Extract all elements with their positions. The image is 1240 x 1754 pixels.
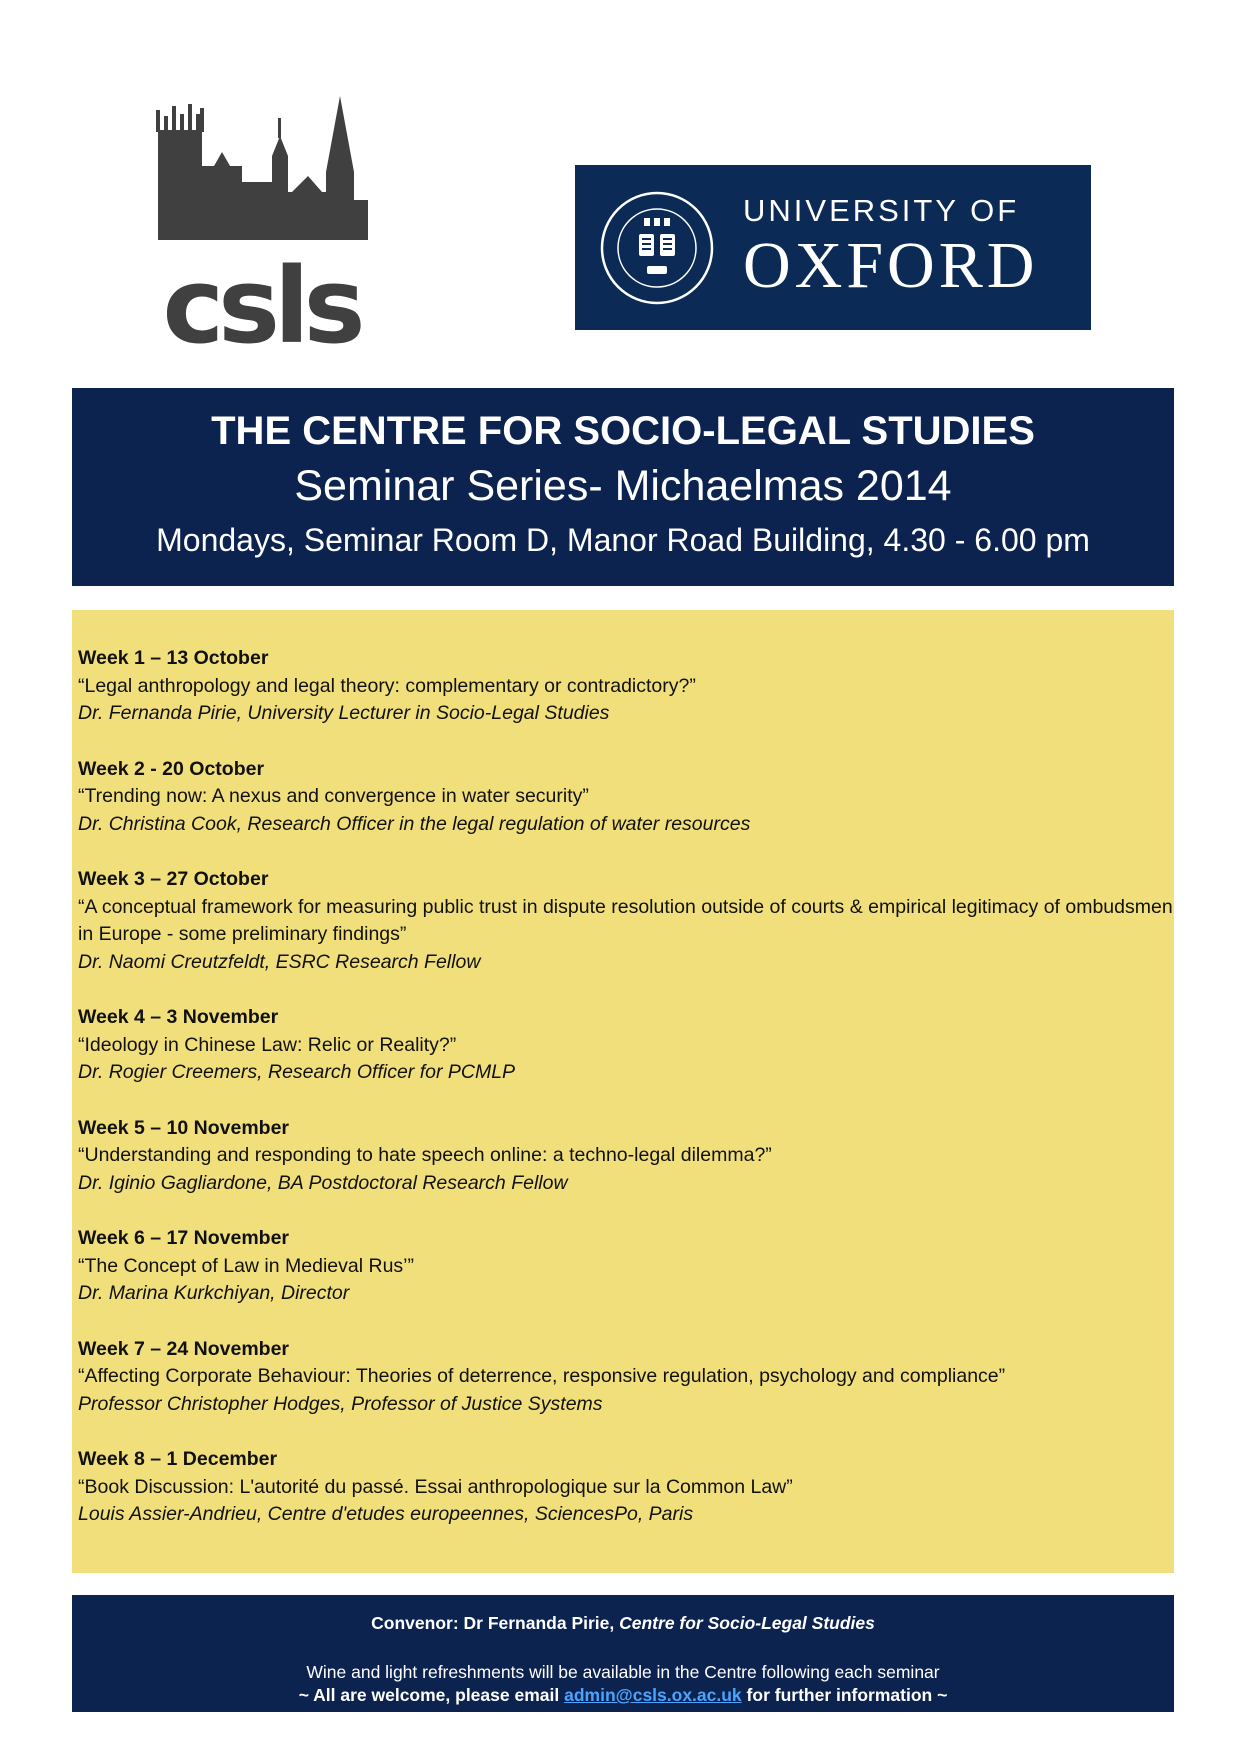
seminar-schedule — [72, 610, 1174, 1573]
title-band — [72, 388, 1174, 586]
page-title: THE CENTRE FOR SOCIO-LEGAL STUDIES — [211, 409, 1035, 453]
seminar-item — [78, 1115, 1174, 1198]
oxford-seal-icon — [597, 188, 717, 308]
seminar-week: Week 6 – 17 November — [78, 1227, 290, 1249]
seminar-week: Week 3 – 27 October — [78, 868, 269, 890]
email-link[interactable]: admin@csls.ox.ac.uk — [564, 1685, 742, 1705]
seminar-speaker: Dr. Christina Cook, Research Officer in the legal regulation of water resources — [78, 812, 751, 835]
oxford-name-text: OXFORD — [743, 228, 1039, 302]
seminar-speaker: Dr. Marina Kurkchiyan, Director — [78, 1282, 350, 1304]
seminar-title: “Trending now: A nexus and convergence in water security” — [78, 785, 589, 807]
csls-wordmark: csls — [162, 245, 360, 348]
refreshments-note: Wine and light refreshments will be available in the Centre following each seminar — [306, 1662, 940, 1682]
convenor-affiliation: Centre for Socio-Legal Studies — [619, 1613, 875, 1633]
footer-convenor — [72, 1611, 1174, 1635]
seminar-title: “Understanding and responding to hate speech online: a techno-legal dilemma?” — [78, 1144, 772, 1166]
seminar-title: “A conceptual framework for measuring public trust in dispute resolution outside of courts & empirical legitimacy of ombudsmen in Europe - some preliminary findings” — [78, 895, 1173, 945]
seminar-week: Week 4 – 3 November — [78, 1006, 279, 1028]
seminar-title: “The Concept of Law in Medieval Rus’” — [78, 1254, 414, 1277]
seminar-speaker: Dr. Fernanda Pirie, University Lecturer in Socio-Legal Studies — [78, 702, 610, 724]
seminar-week: Week 1 – 13 October — [78, 647, 269, 669]
seminar-item — [78, 1225, 1174, 1308]
seminar-item — [78, 645, 1174, 728]
seminar-item — [78, 1004, 1174, 1087]
schedule-location: Mondays, Seminar Room D, Manor Road Building, 4.30 - 6.00 pm — [156, 522, 1090, 558]
seminar-title: “Book Discussion: L'autorité du passé. Essai anthropologique sur la Common Law” — [78, 1475, 793, 1498]
csls-logo — [152, 96, 370, 348]
seminar-speaker: Louis Assier-Andrieu, Centre d'etudes europeennes, SciencesPo, Paris — [78, 1503, 694, 1525]
seminar-item — [78, 1336, 1174, 1419]
footer-band — [72, 1595, 1174, 1712]
convenor-label: Convenor: Dr Fernanda Pirie, — [371, 1613, 615, 1633]
seminar-week: Week 2 - 20 October — [78, 757, 265, 780]
oxford-logo — [575, 165, 1091, 330]
seminar-item — [78, 1446, 1174, 1529]
oxford-wordmark — [743, 193, 1038, 303]
seminar-speaker: Dr. Iginio Gagliardone, BA Postdoctoral Research Fellow — [78, 1171, 568, 1194]
oxford-univ-text: UNIVERSITY OF — [743, 192, 1020, 228]
seminar-item — [78, 866, 1174, 976]
contact-suffix: for further information ~ — [746, 1685, 948, 1705]
footer-contact — [72, 1683, 1174, 1707]
page-subtitle: Seminar Series- Michaelmas 2014 — [294, 462, 952, 510]
seminar-speaker: Professor Christopher Hodges, Professor of Justice Systems — [78, 1392, 603, 1415]
seminar-week: Week 8 – 1 December — [78, 1448, 278, 1470]
seminar-week: Week 7 – 24 November — [78, 1337, 290, 1360]
seminar-title: “Ideology in Chinese Law: Relic or Reality?” — [78, 1033, 457, 1056]
seminar-item — [78, 756, 1174, 839]
seminar-speaker: Dr. Rogier Creemers, Research Officer for PCMLP — [78, 1061, 516, 1083]
seminar-title: “Legal anthropology and legal theory: complementary or contradictory?” — [78, 674, 696, 697]
contact-prefix: ~ All are welcome, please email — [298, 1685, 560, 1705]
seminar-week: Week 5 – 10 November — [78, 1116, 290, 1139]
seminar-speaker: Dr. Naomi Creutzfeldt, ESRC Research Fellow — [78, 950, 481, 973]
seminar-title: “Affecting Corporate Behaviour: Theories of deterrence, responsive regulation, psychology and compliance” — [78, 1365, 1006, 1387]
